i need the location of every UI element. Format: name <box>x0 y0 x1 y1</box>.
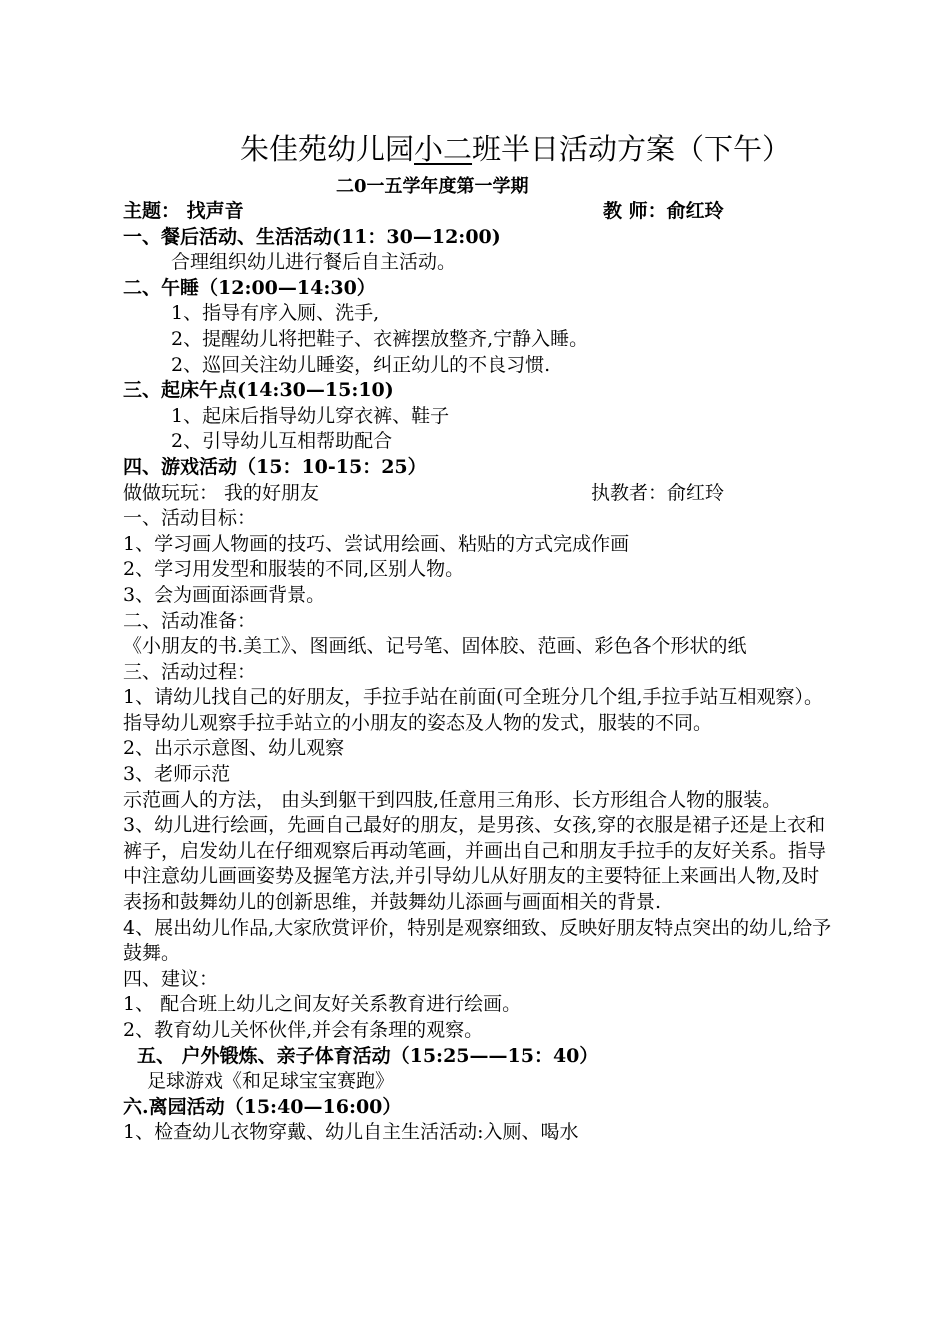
title-kindergarten: 朱佳苑幼儿园 <box>240 132 415 166</box>
process-title: 三、活动过程： <box>123 660 257 683</box>
suggestion-title: 四、建议： <box>123 967 219 990</box>
activity-row <box>123 481 833 507</box>
process-step: 3、老师示范 <box>123 763 231 786</box>
section-5-line: 足球游戏《和足球宝宝赛跑》 <box>147 1070 395 1093</box>
section-2-line: 2、巡回关注幼儿睡姿，纠正幼儿的不良习惯. <box>171 353 551 376</box>
document-body <box>123 199 833 1146</box>
process-step: 4、展出幼儿作品,大家欣赏评价，特别是观察细致、反映好朋友特点突出的幼儿,给予鼓舞。 <box>123 916 832 965</box>
activity-teacher: 执教者：俞红玲 <box>591 481 725 504</box>
theme-label: 主题： 找声音 <box>123 200 244 222</box>
teacher-label: 教 师：俞红玲 <box>603 200 724 222</box>
page-title <box>240 130 791 168</box>
section-6-line: 1、检查幼儿衣物穿戴、幼儿自主生活活动:入厕、喝水 <box>123 1121 579 1144</box>
section-3-line: 2、引导幼儿互相帮助配合 <box>171 430 393 453</box>
section-1-line: 合理组织幼儿进行餐后自主活动。 <box>171 251 457 274</box>
page-subtitle: 二0一五学年度第一学期 <box>336 176 529 197</box>
activity-name: 做做玩玩： 我的好朋友 <box>123 481 320 504</box>
title-class: 小二 <box>414 132 473 166</box>
title-plan: 班半日活动方案（下午） <box>472 132 792 166</box>
process-step: 2、出示示意图、幼儿观察 <box>123 737 345 760</box>
prep-item: 《小朋友的书.美工》、图画纸、记号笔、固体胶、范画、彩色各个形状的纸 <box>123 635 747 658</box>
section-5-title: 五、 户外锻炼、亲子体育活动（15:25——15：40） <box>137 1044 599 1067</box>
prep-title: 二、活动准备： <box>123 609 257 632</box>
goal-item: 2、学习用发型和服装的不同,区别人物。 <box>123 558 465 581</box>
section-1-title: 一、餐后活动、生活活动(11：30—12:00) <box>123 225 501 248</box>
goal-item: 1、学习画人物画的技巧、尝试用绘画、粘贴的方式完成作画 <box>123 532 630 555</box>
section-2-title: 二、午睡（12:00—14:30） <box>123 276 376 299</box>
section-3-line: 1、起床后指导幼儿穿衣裤、鞋子 <box>171 404 450 427</box>
section-2-line: 1、指导有序入厕、洗手, <box>171 302 380 325</box>
process-step: 3、幼儿进行绘画，先画自己最好的朋友，是男孩、女孩,穿的衣服是裙子还是上衣和裤子，启发幼儿在仔细观察后再动笔画，并画出自己和朋友手拉手的友好关系。指导中注意幼儿画画姿势及握笔方法,并引导幼儿从好朋友的主要特征上来画出人物,及时表扬和鼓舞幼儿的创新思维，并鼓舞幼儿添画与画面相关的背景. <box>123 814 827 914</box>
suggestion-item: 1、 配合班上幼儿之间友好关系教育进行绘画。 <box>123 993 522 1016</box>
section-3-title: 三、起床午点(14:30—15:10) <box>123 379 394 402</box>
theme-row <box>123 199 833 225</box>
section-6-title: 六.离园活动（15:40—16:00） <box>123 1095 402 1118</box>
goal-item: 3、会为画面添画背景。 <box>123 583 326 606</box>
suggestion-item: 2、教育幼儿关怀伙伴,并会有条理的观察。 <box>123 1019 484 1041</box>
process-step: 1、请幼儿找自己的好朋友，手拉手站在前面(可全班分几个组,手拉手站互相观察）。指导幼儿观察手拉手站立的小朋友的姿态及人物的发式，服装的不同。 <box>123 686 824 734</box>
section-2-line: 2、提醒幼儿将把鞋子、衣裤摆放整齐,宁静入睡。 <box>171 327 589 350</box>
section-4-title: 四、游戏活动（15：10-15：25） <box>123 455 427 478</box>
process-step: 示范画人的方法， 由头到躯干到四肢,任意用三角形、长方形组合人物的服装。 <box>123 788 782 811</box>
goal-title: 一、活动目标： <box>123 507 257 530</box>
